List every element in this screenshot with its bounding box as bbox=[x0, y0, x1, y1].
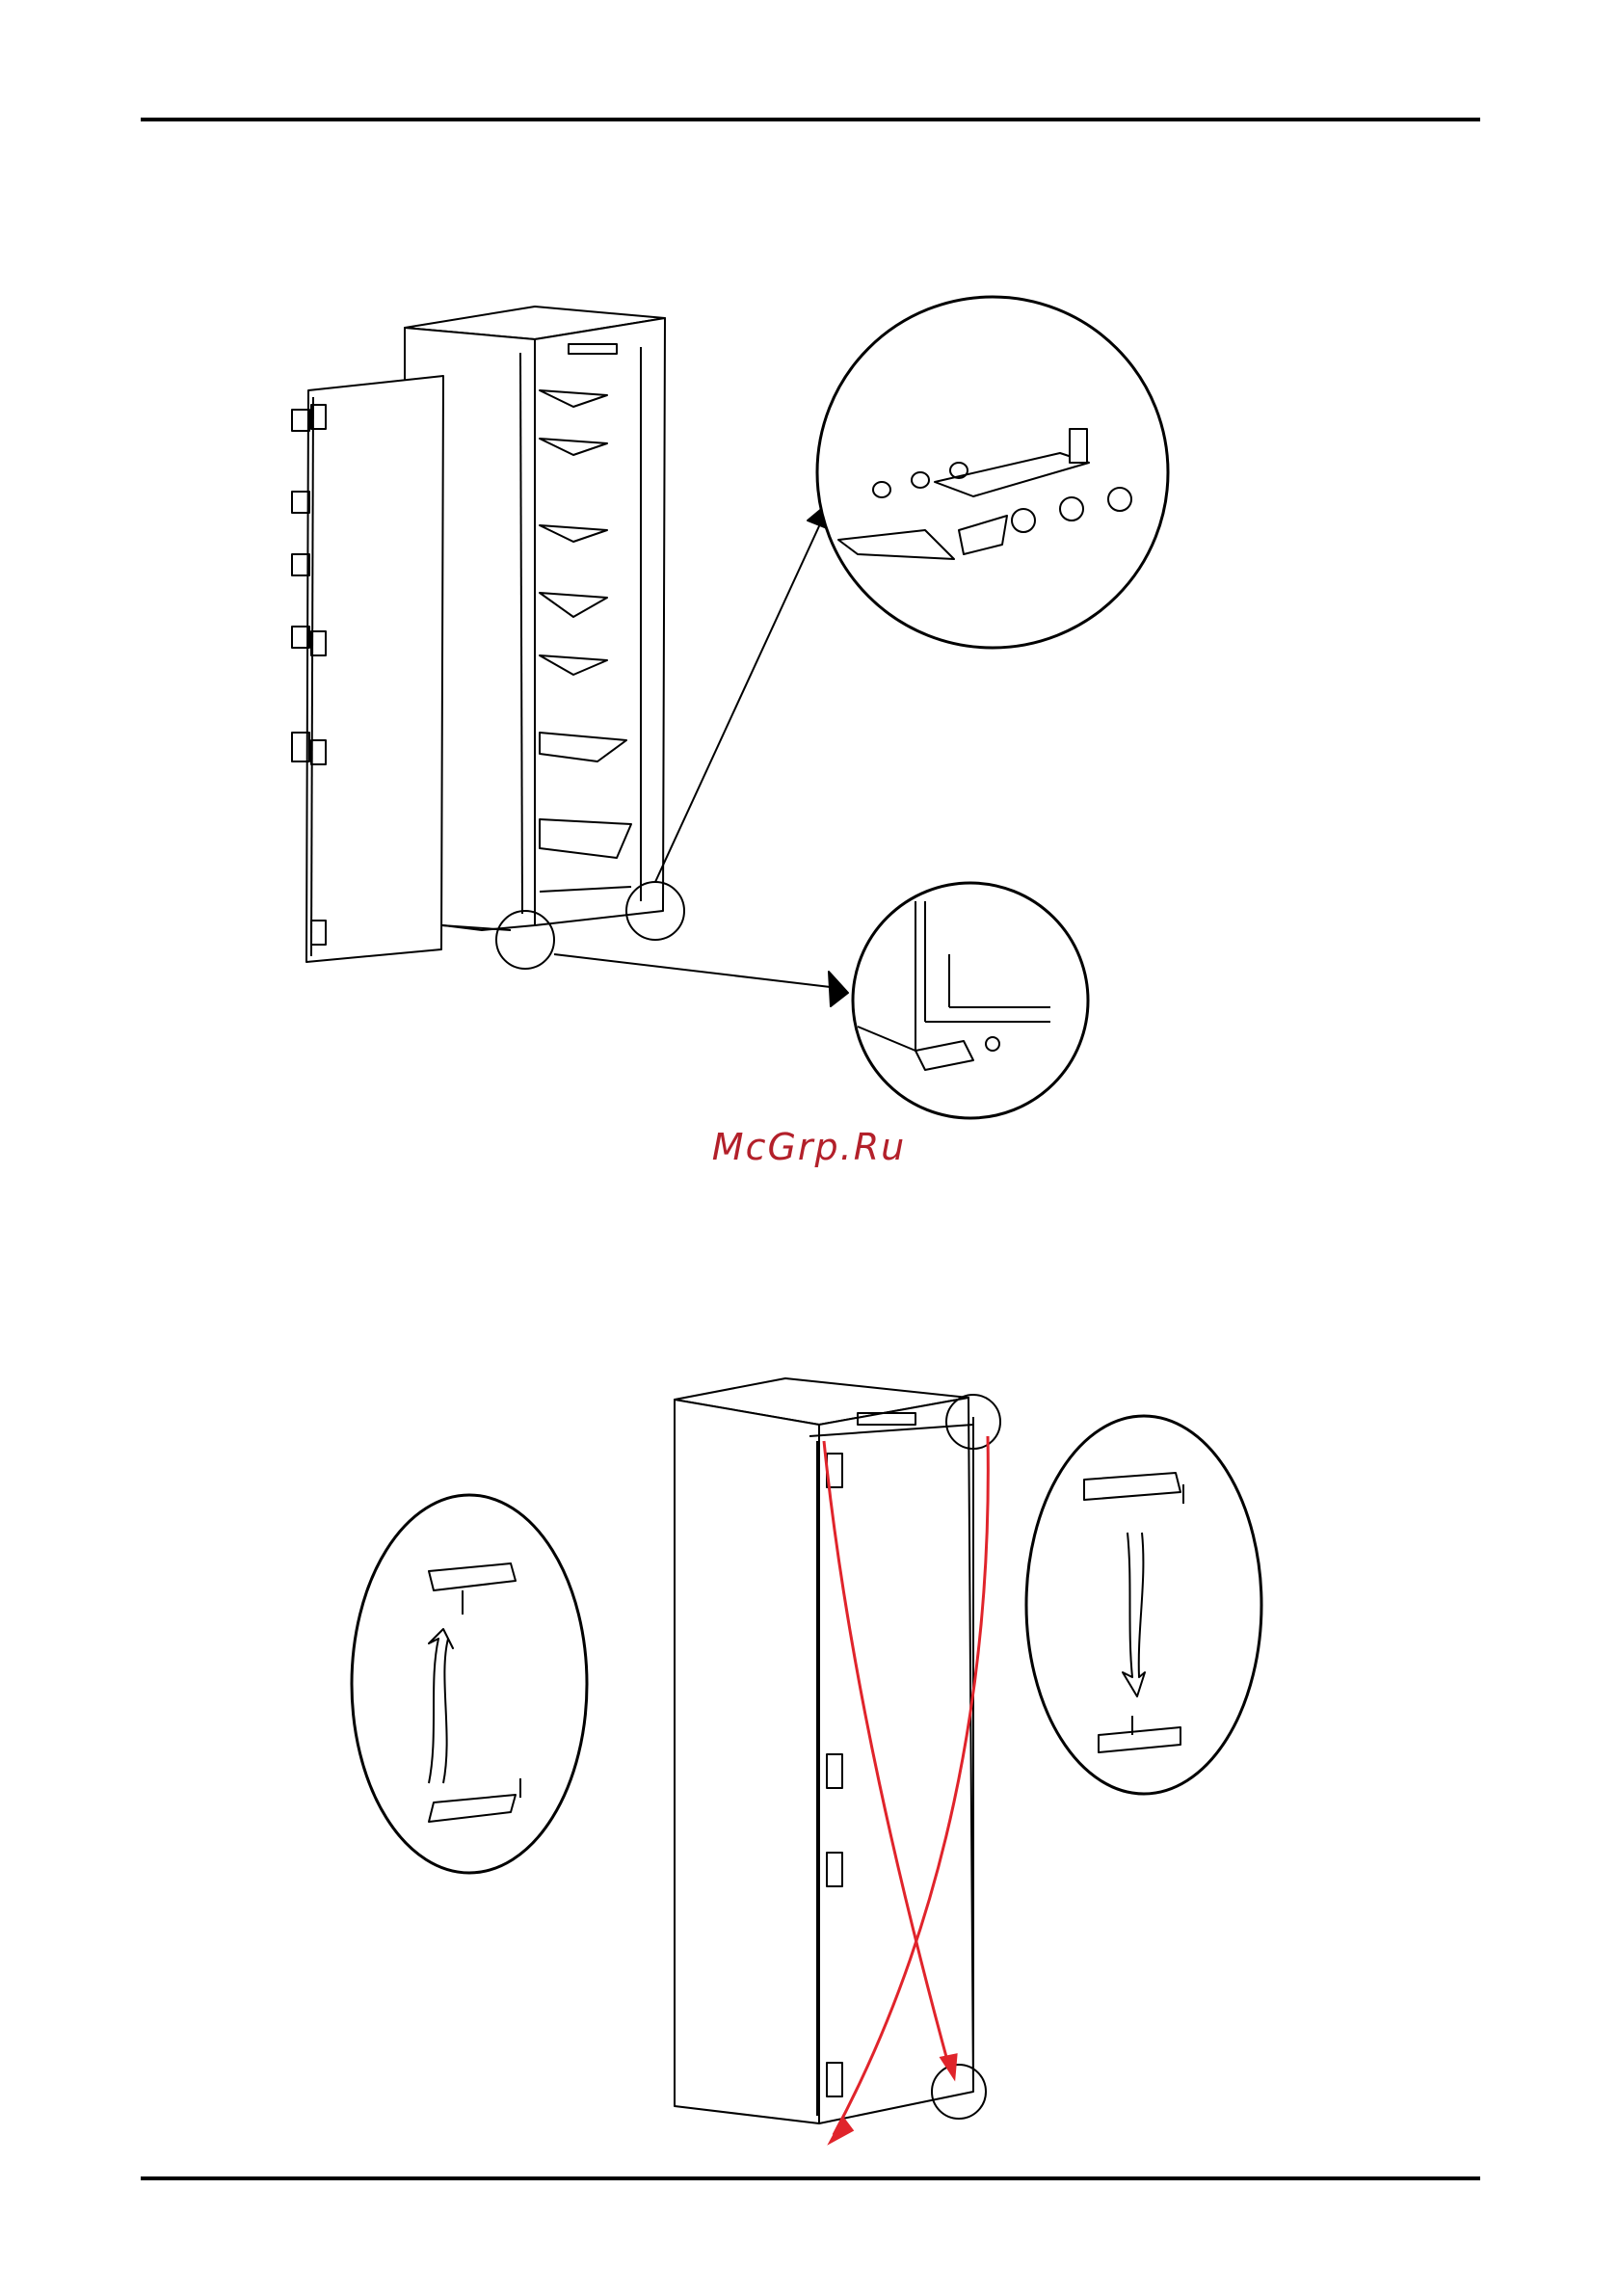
left-hinge-detail-oval bbox=[352, 1495, 587, 1873]
watermark-text: McGrp.Ru bbox=[711, 1126, 907, 1168]
right-hinge-detail-oval bbox=[1026, 1416, 1261, 1794]
fridge-closed bbox=[675, 1378, 973, 2123]
bottom-rule bbox=[141, 2176, 1480, 2180]
